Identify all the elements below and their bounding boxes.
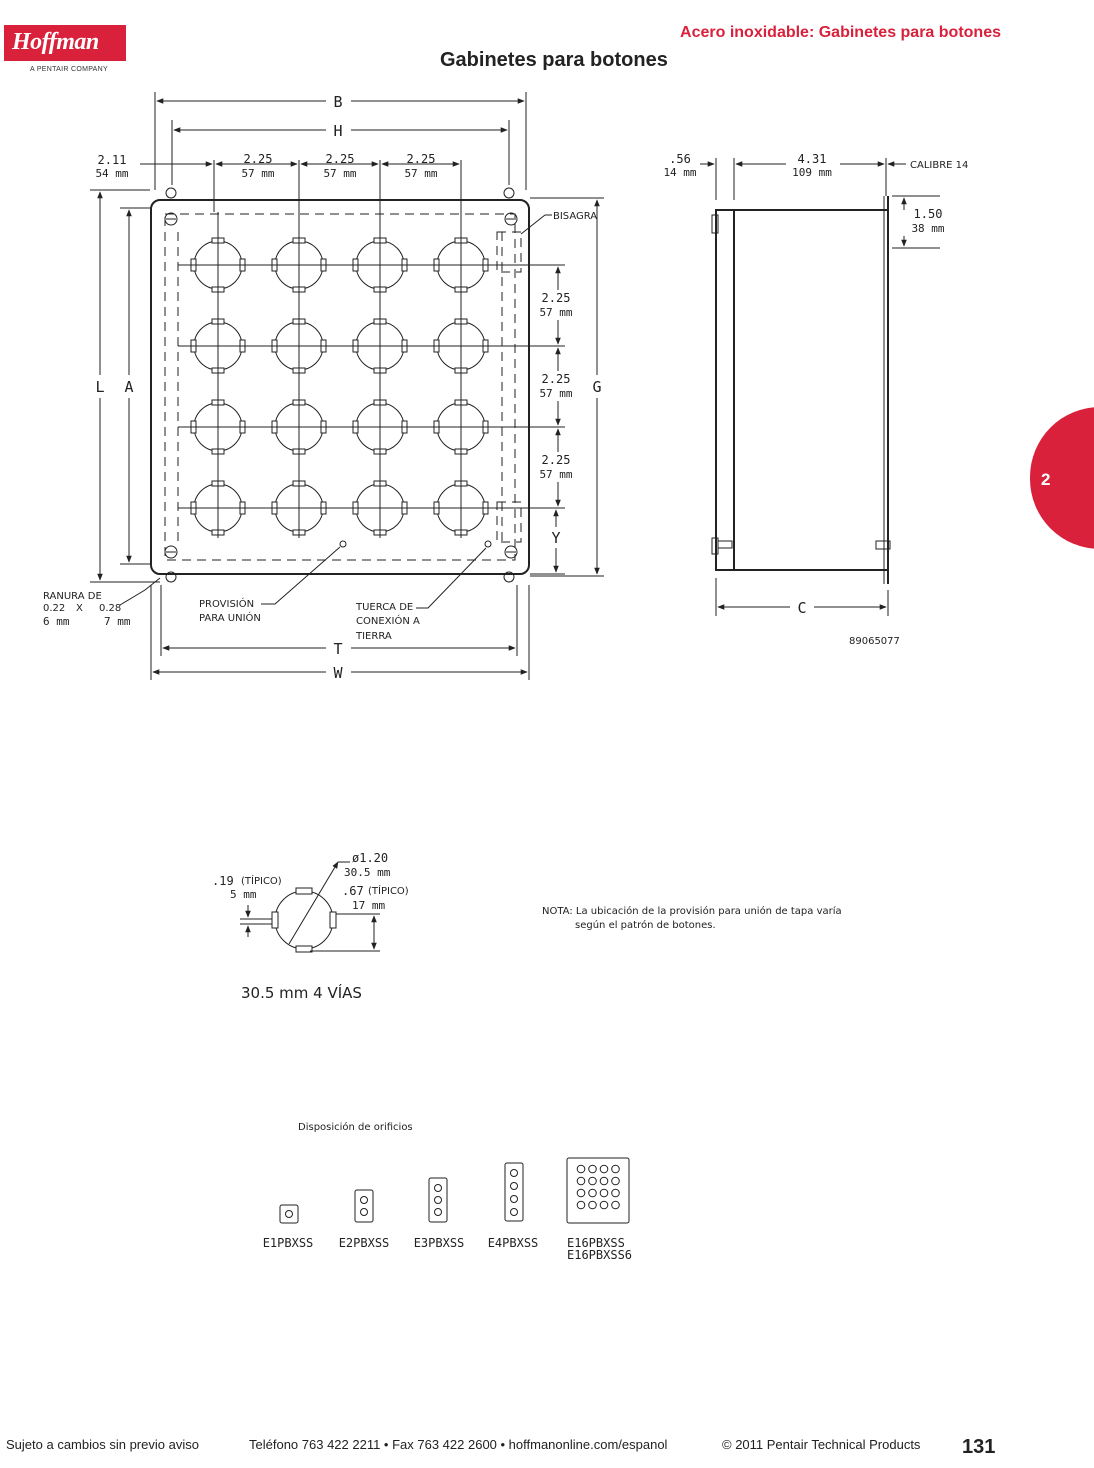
label-bond-2: PARA UNIÓN (199, 613, 261, 624)
hole-key-in: .19 (212, 874, 234, 888)
dim-spacing-2-mm: 57 mm (323, 167, 357, 180)
label-slot-x: X (76, 603, 83, 614)
label-slot-in-a: 0.22 (43, 603, 66, 614)
label-slot-mm-a: 6 mm (43, 615, 70, 628)
layouts-title: Disposición de orificios (298, 1122, 413, 1133)
dim-c: C (797, 599, 807, 617)
dim-g: G (592, 378, 602, 396)
layout-hole (589, 1177, 597, 1185)
label-bond-1: PROVISIÓN (199, 599, 255, 610)
side-view (663, 152, 968, 647)
layout-label-e1: E1PBXSS (262, 1236, 314, 1250)
hole-caption: 30.5 mm 4 VÍAS (241, 984, 362, 1002)
layout-hole (600, 1165, 608, 1173)
layout-hole (589, 1165, 597, 1173)
layout-hole (600, 1189, 608, 1197)
dim-t: T (333, 640, 343, 658)
layout-hole (600, 1201, 608, 1209)
dim-flange-mm: 38 mm (911, 222, 945, 235)
layout-hole (612, 1201, 620, 1209)
layout-hole (589, 1189, 597, 1197)
hole-key-mm: 5 mm (230, 888, 257, 901)
layout-label-e16: E16PBXSS (567, 1236, 625, 1250)
footer-copyright: © 2011 Pentair Technical Products (722, 1437, 921, 1452)
layout-label-e4: E4PBXSS (487, 1236, 539, 1250)
label-ground-1: TUERCA DE (356, 602, 414, 613)
layout-hole (600, 1177, 608, 1185)
footer-notice: Sujeto a cambios sin previo aviso (6, 1437, 199, 1452)
note-line-1: NOTA: La ubicación de la provisión para unión de tapa varía (542, 906, 842, 917)
dim-vspacing-3-in: 2.25 (541, 453, 571, 467)
dim-vspacing-3-mm: 57 mm (539, 468, 573, 481)
dim-side-width-mm: 109 mm (792, 166, 832, 179)
dim-depth-in: .56 (669, 152, 691, 166)
layout-hole (612, 1165, 620, 1173)
footer-contact: Teléfono 763 422 2211 • Fax 763 422 2600 • hoffmanonline.com/espanol (249, 1437, 668, 1452)
dim-h: H (333, 122, 343, 140)
layout-hole (589, 1201, 597, 1209)
layout-label-e2: E2PBXSS (338, 1236, 390, 1250)
label-gauge: CALIBRE 14 (910, 160, 969, 171)
hole-flat-mm: 17 mm (352, 899, 386, 912)
dim-vspacing-2-in: 2.25 (541, 372, 571, 386)
dim-offset-in: 2.11 (97, 153, 127, 167)
knockout-grid (178, 212, 491, 538)
dim-spacing-3-mm: 57 mm (404, 167, 438, 180)
layout-hole (612, 1189, 620, 1197)
dim-spacing-1-in: 2.25 (243, 152, 273, 166)
hole-dia-in: ø1.20 (352, 851, 389, 865)
hole-key-typ: (TÍPICO) (241, 876, 282, 887)
layout-hole (577, 1177, 585, 1185)
layout-label-e3: E3PBXSS (413, 1236, 465, 1250)
page-number: 131 (962, 1436, 996, 1458)
dim-depth-mm: 14 mm (663, 166, 697, 179)
page-title: Gabinetes para botones (440, 49, 668, 71)
dim-y: Y (551, 529, 561, 547)
label-hinge: BISAGRA (553, 211, 598, 222)
brand-logo-text: Hoffman (12, 29, 99, 55)
brand-tagline: A PENTAIR COMPANY (30, 66, 108, 73)
dim-side-width-in: 4.31 (797, 152, 827, 166)
label-slot-mm-b: 7 mm (104, 615, 131, 628)
dim-vspacing-1-mm: 57 mm (539, 306, 573, 319)
label-ground-3: TIERRA (356, 631, 392, 642)
dim-b: B (333, 93, 343, 111)
dim-w: W (333, 664, 343, 682)
drawing-number: 89065077 (849, 636, 900, 647)
hole-layouts (263, 1121, 632, 1262)
dim-flange-in: 1.50 (913, 207, 943, 221)
chapter-tab-number: 2 (1041, 470, 1051, 489)
dim-vspacing-2-mm: 57 mm (539, 387, 573, 400)
layout-hole (577, 1189, 585, 1197)
hole-detail (212, 851, 409, 1002)
label-slot: RANURA DE (43, 591, 102, 602)
hole-flat-in: .67 (342, 884, 364, 898)
dim-a: A (124, 378, 134, 396)
dim-l: L (95, 378, 105, 396)
dim-vspacing-1-in: 2.25 (541, 291, 571, 305)
dim-spacing-2-in: 2.25 (325, 152, 355, 166)
note-line-2: según el patrón de botones. (575, 920, 716, 931)
layout-hole (577, 1165, 585, 1173)
label-ground-2: CONEXIÓN A (356, 616, 420, 627)
dim-spacing-3-in: 2.25 (406, 152, 436, 166)
hole-flat-typ: (TÍPICO) (368, 886, 409, 897)
layout-hole (577, 1201, 585, 1209)
section-title: Acero inoxidable: Gabinetes para botones (680, 24, 1001, 41)
dim-spacing-1-mm: 57 mm (241, 167, 275, 180)
label-slot-in-b: 0.28 (99, 603, 122, 614)
hole-dia-mm: 30.5 mm (344, 866, 391, 879)
layout-hole (612, 1177, 620, 1185)
layout-label-e16-6: E16PBXSS6 (567, 1248, 633, 1262)
front-view (43, 92, 604, 682)
dim-offset-mm: 54 mm (95, 167, 129, 180)
